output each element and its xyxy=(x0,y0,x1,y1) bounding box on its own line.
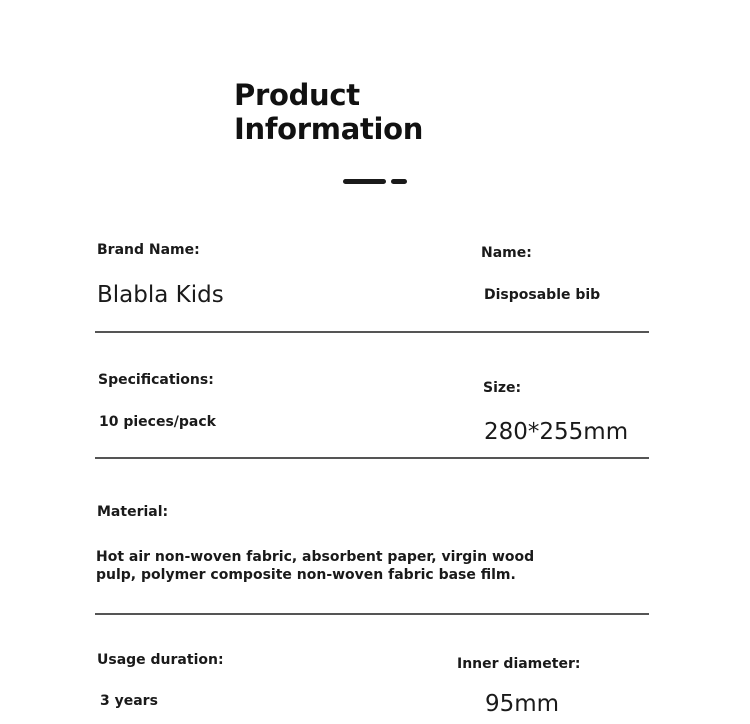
divider-1 xyxy=(95,331,649,333)
specifications-value: 10 pieces/pack xyxy=(99,414,216,430)
usage-duration-label: Usage duration: xyxy=(97,652,224,668)
material-value-line-2: pulp, polymer composite non-woven fabric base film. xyxy=(96,567,516,583)
name-value: Disposable bib xyxy=(484,287,601,303)
divider-2 xyxy=(95,457,649,459)
material-value-line-1: Hot air non-woven fabric, absorbent paper, virgin wood xyxy=(96,549,535,565)
title-underline-long-dash xyxy=(343,179,386,184)
size-label: Size: xyxy=(483,380,522,396)
material-value xyxy=(96,548,536,584)
page-title-line-2: Information xyxy=(234,112,424,146)
name-label: Name: xyxy=(481,245,532,261)
size-value: 280*255mm xyxy=(484,419,629,445)
inner-diameter-label: Inner diameter: xyxy=(457,656,581,672)
brand-name-value: Blabla Kids xyxy=(97,282,224,308)
usage-duration-value: 3 years xyxy=(100,693,158,709)
title-underline-short-dash xyxy=(391,179,407,184)
page-title xyxy=(234,78,423,146)
divider-3 xyxy=(95,613,649,615)
specifications-label: Specifications: xyxy=(98,372,214,388)
brand-name-label: Brand Name: xyxy=(97,242,200,258)
page-title-line-1: Product xyxy=(234,78,360,112)
inner-diameter-value: 95mm xyxy=(485,691,560,717)
material-label: Material: xyxy=(97,504,169,520)
